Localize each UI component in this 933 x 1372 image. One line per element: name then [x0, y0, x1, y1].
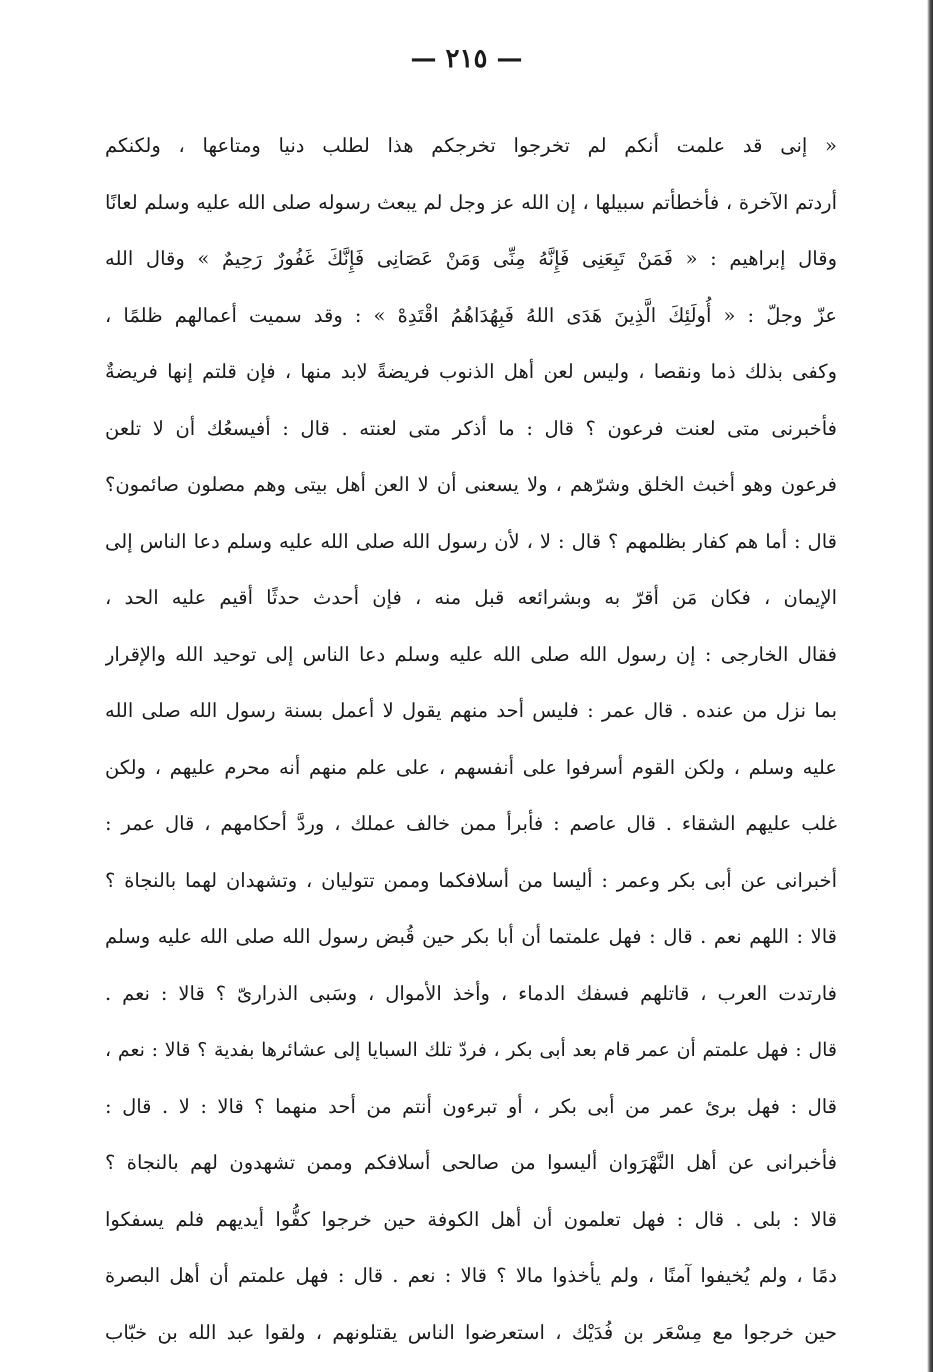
text-line: أردتم الآخرة ، فأخطأتم سبيلها ، إن الله عز وجل لم يبعث رسوله صلى الله عليه وسلم لعانًا — [105, 190, 837, 214]
text-line: قالا : اللهم نعم . قال : فهل علمتما أن أبا بكر حين قُبض رسول الله صلى الله عليه وسلم — [105, 925, 837, 948]
text-line: بما نزل من عنده . قال عمر : فليس أحد منهم يقول لا أعمل بسنة رسول الله صلى الله — [105, 699, 837, 722]
text-line: فقال الخارجى : إن رسول الله صلى الله عليه وسلم دعا الناس إلى توحيد الله والإقرار — [105, 642, 837, 666]
text-line: فأخبرنى متى لعنت فرعون ؟ قال : ما أذكر متى لعنته . قال : أفيسعُك أن لا تلعن — [105, 416, 837, 440]
text-line: غلب عليهم الشقاء . قال عاصم : فأبرأ ممن خالف عملك ، وردَّ أحكامهم ، قال عمر : — [105, 812, 837, 835]
text-line: قال : فهل علمتم أن عمر قام بعد أبى بكر ، فردّ تلك السبايا إلى عشائرها بفدية ؟ قالا : نعم ، — [105, 1039, 837, 1061]
text-line: فأخبرانى عن أهل النَّهْرَوان أليسوا من صالحى أسلافكم وممن تشهدون لهم بالنجاة ؟ — [105, 1151, 837, 1174]
text-line: قال : فهل برئ عمر من أبى بكر ، أو تبرءون أنتم من أحد منهما ؟ قالا : لا . قال : — [105, 1094, 837, 1118]
scan-edge-shadow — [927, 0, 933, 1372]
text-line: الإيمان ، فكان مَن أقرّ به وبشرائعه قبل منه ، فإن أحدث حدثًا أقيم عليه الحد ، — [105, 586, 837, 609]
text-line: فارتدت العرب ، قاتلهم فسفك الدماء ، وأخذ الأموال ، وسَبى الذرارىّ ؟ قالا : نعم . — [105, 981, 837, 1005]
text-line: فرعون وهو أخبث الخلق وشرّهم ، ولا يسعنى أن لا العن أهل بيتى وهم مصلون صائمون؟ — [105, 473, 837, 496]
text-line: « إنى قد علمت أنكم لم تخرجوا تخرجكم هذا لطلب دنيا ومتاعها ، ولكنكم — [105, 134, 837, 157]
text-line: وكفى بذلك ذما ونقصا ، وليس لعن أهل الذنوب فريضةً لابد منها ، فإن قلتم إنها فريضةٌ — [105, 360, 837, 383]
text-line: قالا : بلى . قال : فهل تعلمون أن أهل الكوفة حين خرجوا كفُّوا أيديهم فلم يسفكوا — [105, 1207, 837, 1231]
text-line: عزّ وجلّ : « أُولَئِكَ الَّذِينَ هَدَى اللهُ فَبِهُدَاهُمُ اقْتَدِهْ » : وقد سميت أعمالهم ظلمًا ، — [105, 303, 837, 327]
text-line: قال : أما هم كفار بظلمهم ؟ قال : لا ، لأن رسول الله صلى الله عليه وسلم دعا الناس إلى — [105, 529, 837, 553]
text-line: وقال إبراهيم : « فَمَنْ تَبِعَنِى فَإِنَّهُ مِنِّى وَمَنْ عَصَانِى فَإِنَّكَ غَفُورٌ رَحِيمٌ » وقال الله — [105, 247, 837, 270]
body-text — [105, 118, 837, 1361]
page-number: — ٢١٥ — — [410, 44, 523, 74]
text-line: دمًا ، ولم يُخيفوا آمنًا ، ولم يأخذوا مالا ؟ قالا : نعم . قال : فهل علمتم أن أهل البصرة — [105, 1264, 837, 1287]
text-line: حين خرجوا مع مِسْعَر بن فُدَيْك ، استعرضوا الناس يقتلونهم ، ولقوا عبد الله بن خبّاب — [105, 1320, 837, 1344]
text-line: أخبرانى عن أبى بكر وعمر : أليسا من أسلافكما وممن تتوليان ، وتشهدان لهما بالنجاة ؟ — [105, 868, 837, 892]
text-line: عليه وسلم ، ولكن القوم أسرفوا على أنفسهم ، على علم منهم أنه محرم عليهم ، ولكن — [105, 755, 837, 779]
